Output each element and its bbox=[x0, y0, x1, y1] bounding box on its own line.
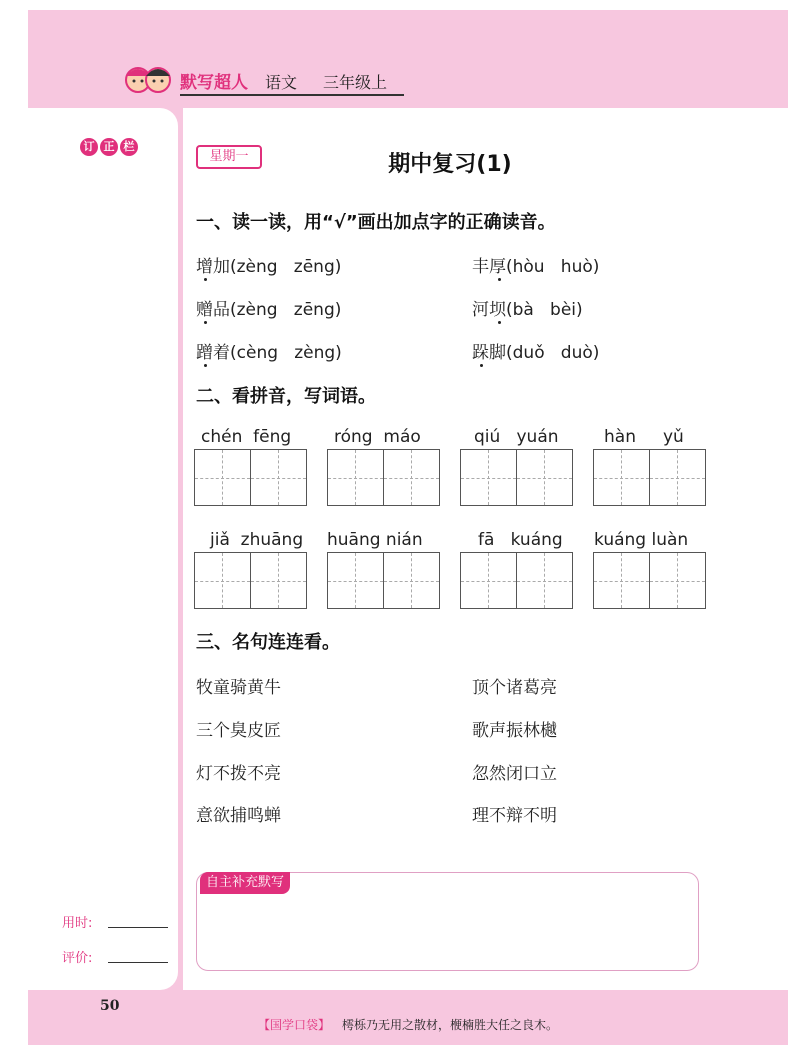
quote-right[interactable]: 理不辩不明 bbox=[472, 806, 557, 826]
writing-grid[interactable] bbox=[460, 552, 573, 609]
writing-grid[interactable] bbox=[460, 449, 573, 506]
emphasis-dot bbox=[480, 364, 483, 367]
pinyin-prompt: huāng nián bbox=[327, 530, 423, 550]
evaluation-field[interactable] bbox=[108, 962, 168, 963]
brand-title: 默写超人 bbox=[180, 73, 248, 93]
pinyin-prompt: fā kuáng bbox=[478, 530, 563, 550]
page-title: 期中复习(1) bbox=[388, 152, 512, 177]
writing-grid[interactable] bbox=[593, 449, 706, 506]
pinyin-prompt: kuáng luàn bbox=[594, 530, 689, 550]
quote-left[interactable]: 牧童骑黄牛 bbox=[196, 678, 281, 698]
reading-item: 蹭着(cèng zèng) bbox=[196, 343, 342, 363]
quote-left[interactable]: 灯不拨不亮 bbox=[196, 764, 281, 784]
quote-right[interactable]: 歌声振林樾 bbox=[472, 721, 557, 741]
emphasis-dot bbox=[498, 321, 501, 324]
reading-item: 增加(zèng zēng) bbox=[196, 257, 342, 277]
emphasis-dot bbox=[498, 278, 501, 281]
pinyin-prompt: jiǎ zhuāng bbox=[210, 530, 304, 550]
reading-item: 跺脚(duǒ duò) bbox=[472, 343, 600, 363]
quote-left[interactable]: 意欲捕鸣蝉 bbox=[196, 806, 281, 826]
self-practice-tag: 自主补充默写 bbox=[200, 872, 290, 894]
grade-label: 三年级上 bbox=[323, 73, 388, 92]
emphasis-dot bbox=[204, 278, 207, 281]
footer-tag: 【国学口袋】 bbox=[258, 1018, 331, 1032]
reading-item: 赠品(zèng zēng) bbox=[196, 300, 342, 320]
section-3-heading: 三、名句连连看。 bbox=[196, 632, 340, 653]
side-column bbox=[28, 108, 178, 990]
quote-right[interactable]: 顶个诸葛亮 bbox=[472, 678, 557, 698]
quote-right[interactable]: 忽然闭口立 bbox=[472, 764, 557, 784]
footer-quote: 樗栎乃无用之散材，楩楠胜大任之良木。 bbox=[342, 1018, 559, 1032]
writing-grid[interactable] bbox=[194, 552, 307, 609]
section-1-heading: 一、读一读，用“√”画出加点字的正确读音。 bbox=[196, 212, 556, 233]
pinyin-prompt: hàn yǔ bbox=[604, 427, 684, 447]
pinyin-prompt: róng máo bbox=[334, 427, 421, 447]
reading-item: 河坝(bà bèi) bbox=[472, 300, 583, 320]
writing-grid[interactable] bbox=[593, 552, 706, 609]
badge-char: 订 bbox=[80, 138, 98, 156]
time-field[interactable] bbox=[108, 927, 168, 928]
subject-label: 语文 bbox=[265, 73, 298, 92]
pinyin-prompt: chén fēng bbox=[201, 427, 292, 447]
badge-char: 正 bbox=[100, 138, 118, 156]
reading-item: 丰厚(hòu huò) bbox=[472, 257, 600, 277]
section-2-heading: 二、看拼音，写词语。 bbox=[196, 386, 376, 407]
writing-grid[interactable] bbox=[327, 449, 440, 506]
time-label: 用时: bbox=[62, 916, 93, 931]
weekday-tag: 星期一 bbox=[196, 145, 262, 169]
badge-char: 栏 bbox=[120, 138, 138, 156]
quote-left[interactable]: 三个臭皮匠 bbox=[196, 721, 281, 741]
mascot-logo-icon bbox=[120, 62, 180, 98]
header-underline bbox=[180, 94, 404, 96]
writing-grid[interactable] bbox=[327, 552, 440, 609]
page-number: 50 bbox=[100, 998, 120, 1014]
writing-grid[interactable] bbox=[194, 449, 307, 506]
evaluation-label: 评价: bbox=[62, 951, 93, 966]
emphasis-dot bbox=[204, 364, 207, 367]
emphasis-dot bbox=[204, 321, 207, 324]
pinyin-prompt: qiú yuán bbox=[474, 427, 559, 447]
